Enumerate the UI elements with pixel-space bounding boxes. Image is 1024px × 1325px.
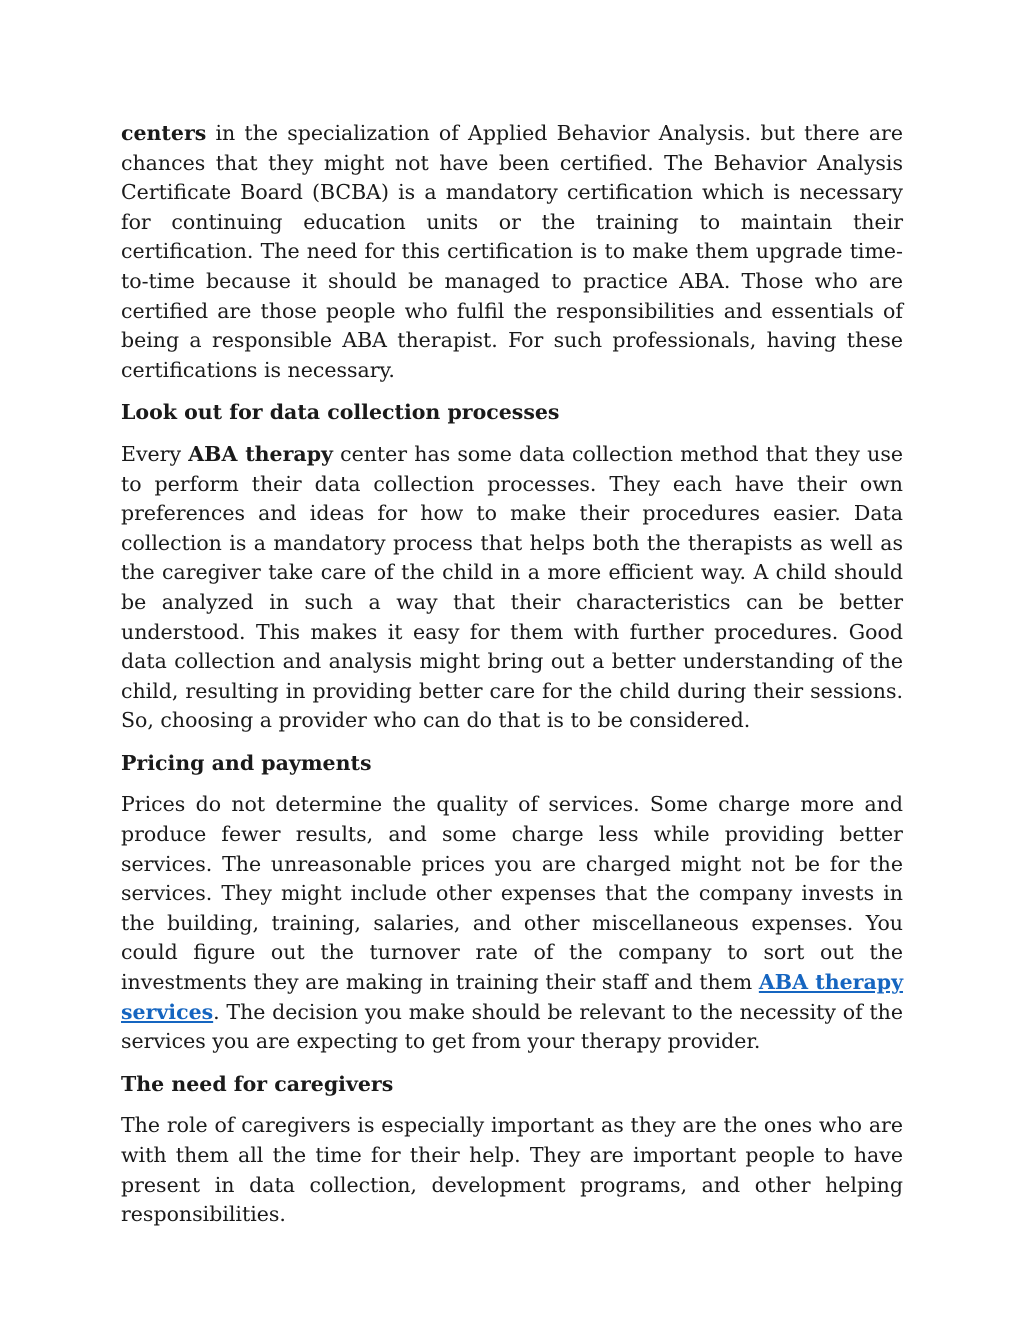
paragraph-certification (121, 119, 903, 385)
document-page (121, 119, 903, 1243)
heading-caregivers: The need for caregivers (121, 1071, 394, 1096)
paragraph-pricing (121, 790, 903, 1056)
paragraph-text: Every (121, 441, 189, 466)
aba-therapy-services-link[interactable]: ABA therapy services (121, 970, 903, 1024)
heading-pricing: Pricing and payments (121, 750, 372, 775)
paragraph-text: The role of caregivers is especially important as they are the ones who are with them all the time for their help. They are important people to have present in data collection, development programs, and other helping responsibilities. (121, 1113, 903, 1227)
paragraph-caregivers (121, 1111, 903, 1229)
paragraph-text: in the specialization of Applied Behavior Analysis. but there are chances that they might not have been certified. The Behavior Analysis Certificate Board (BCBA) is a mandatory certification which is necessary for continuing education units or the training to maintain their certification. The need for this certification is to make them upgrade time-to-time because it should be managed to practice ABA. Those who are certified are those people who fulfil the responsibilities and essentials of being a responsible ABA therapist. For such professionals, having these certifications is necessary. (121, 121, 903, 382)
paragraph-text: Prices do not determine the quality of services. Some charge more and produce fewer results, and some charge less while providing better services. The unreasonable prices you are charged might not be for the services. They might include other expenses that the company invests in the building, training, salaries, and other miscellaneous expenses. You could figure out the turnover rate of the company to sort out the investments they are making in training their staff and them (121, 792, 903, 995)
bold-term-centers: centers (121, 121, 207, 145)
heading-data-collection: Look out for data collection processes (121, 400, 560, 425)
paragraph-text: center has some data collection method that they use to perform their data collection processes. They each have their own preferences and ideas for how to make their procedures easier. Data collection is a mandatory process that helps both the therapists as well as the caregiver take care of the child in a more efficient way. A child should be analyzed in such a way that their characteristics can be better understood. This makes it easy for them with further procedures. Good data collection and analysis might bring out a better understanding of the child, resulting in providing better care for the child during their sessions. So, choosing a provider who can do that is to be considered. (121, 441, 903, 733)
paragraph-data-collection (121, 440, 903, 736)
bold-term-aba-therapy: ABA therapy (188, 441, 333, 466)
paragraph-text: . The decision you make should be relevant to the necessity of the services you are expecting to get from your therapy provider. (121, 999, 903, 1054)
